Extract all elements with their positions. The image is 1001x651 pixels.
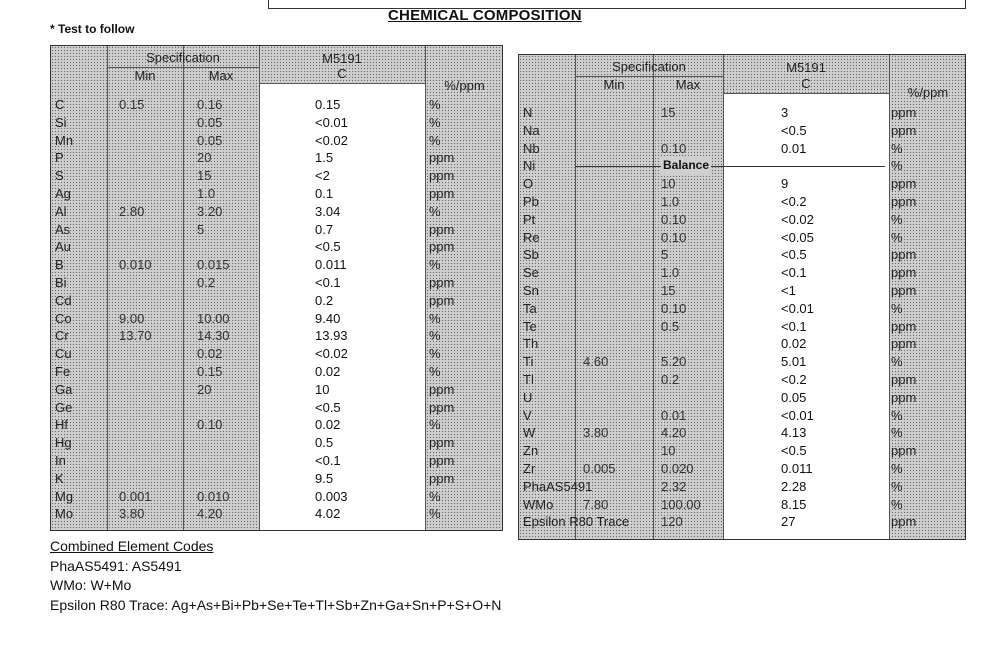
unit: ppm <box>891 247 917 263</box>
element-row-u <box>519 389 965 407</box>
element-row-v <box>519 407 965 425</box>
element-row-w <box>519 424 965 442</box>
unit: ppm <box>429 381 455 397</box>
result-value: 4.02 <box>315 506 341 522</box>
unit: % <box>429 203 441 219</box>
result-value: 0.003 <box>315 488 348 504</box>
result-value: <0.5 <box>781 122 807 138</box>
unit: ppm <box>891 389 917 405</box>
element-row-hf <box>51 416 502 434</box>
element-symbol: Mg <box>55 488 74 504</box>
element-symbol: Epsilon R80 Trace <box>523 514 630 530</box>
unit: % <box>429 132 441 148</box>
spec-max: 15 <box>197 168 212 184</box>
result-value: 2.28 <box>781 478 807 494</box>
result-value: <0.5 <box>781 443 807 459</box>
result-value: <0.05 <box>781 229 814 245</box>
spec-max: 0.05 <box>197 114 223 130</box>
spec-max: 0.2 <box>661 372 680 387</box>
spec-min: 0.010 <box>119 257 152 273</box>
spec-max: 1.0 <box>661 265 680 281</box>
element-row-re <box>519 229 965 247</box>
element-symbol: Ti <box>523 354 534 370</box>
element-symbol: Pb <box>523 194 539 209</box>
spec-max: 0.020 <box>661 461 694 476</box>
cast-sub-header: C <box>801 76 811 91</box>
spec-max: 0.10 <box>661 229 687 245</box>
spec-max: 5.20 <box>661 354 687 370</box>
unit: % <box>429 417 441 433</box>
result-value: 4.13 <box>781 425 807 441</box>
result-value: <0.2 <box>781 194 807 209</box>
element-symbol: U <box>523 389 533 405</box>
unit: ppm <box>429 168 455 184</box>
unit: % <box>891 140 903 156</box>
result-value: <1 <box>781 283 796 298</box>
result-value: <0.1 <box>315 275 341 290</box>
unit-header: %/ppm <box>444 78 485 93</box>
element-symbol: Ta <box>523 300 537 316</box>
spec-max: 1.0 <box>197 186 216 201</box>
spec-max: 0.10 <box>661 300 687 316</box>
spec-max: 1.0 <box>661 194 680 209</box>
element-row-b <box>51 256 502 274</box>
element-symbol: In <box>55 453 66 468</box>
element-row-te <box>519 318 965 336</box>
result-value: <0.01 <box>781 407 814 423</box>
element-symbol: Th <box>523 336 539 352</box>
spec-max: 0.10 <box>661 140 687 156</box>
element-row-sn <box>519 282 965 300</box>
unit: ppm <box>891 176 917 192</box>
unit: ppm <box>891 283 917 298</box>
unit: ppm <box>429 150 455 166</box>
spec-max: 0.05 <box>197 132 223 148</box>
header-frame <box>268 0 966 9</box>
spec-min: 9.00 <box>119 310 145 326</box>
min-header: Min <box>603 77 625 92</box>
element-symbol: Cu <box>55 346 72 362</box>
unit: ppm <box>429 399 455 415</box>
element-symbol: Nb <box>523 140 540 156</box>
element-symbol: Co <box>55 310 72 326</box>
unit: % <box>891 158 903 174</box>
unit: % <box>429 346 441 362</box>
element-symbol: Cr <box>55 328 69 344</box>
spec-max: 20 <box>197 381 212 397</box>
element-row-mo <box>51 505 502 523</box>
element-symbol: V <box>523 407 532 423</box>
result-value: 0.02 <box>315 364 341 379</box>
result-value: 5.01 <box>781 354 807 370</box>
element-symbol: W <box>523 425 536 441</box>
result-value: 3.04 <box>315 203 341 219</box>
spec-max: 10 <box>661 176 676 192</box>
unit: % <box>891 478 903 494</box>
element-symbol: Te <box>523 318 537 334</box>
cast-header: M5191 <box>786 60 826 75</box>
element-row-cu <box>51 345 502 363</box>
document-title: CHEMICAL COMPOSITION <box>388 7 582 24</box>
result-value: 0.05 <box>781 389 807 405</box>
result-value: 0.15 <box>315 97 341 112</box>
element-symbol: Na <box>523 122 540 138</box>
element-row-bi <box>51 274 502 292</box>
result-value: <0.5 <box>315 399 341 415</box>
element-row-hg <box>51 434 502 452</box>
spec-min: 3.80 <box>119 506 145 522</box>
spec-max: 0.015 <box>197 257 230 273</box>
unit: ppm <box>891 372 917 387</box>
element-row-se <box>519 264 965 282</box>
element-symbol: S <box>55 168 64 184</box>
spec-min: 7.80 <box>583 496 609 512</box>
unit: % <box>891 496 903 512</box>
element-symbol: Ge <box>55 399 73 415</box>
code-line: Epsilon R80 Trace: Ag+As+Bi+Pb+Se+Te+Tl+Sb+Zn+Ga+Sn+P+S+O+N <box>50 596 502 613</box>
element-row-epsilon-r80-trace <box>519 513 965 531</box>
composition-table-left <box>50 45 503 531</box>
element-symbol: As <box>55 221 71 237</box>
unit: % <box>429 364 441 379</box>
element-row-th <box>519 335 965 353</box>
element-symbol: Zr <box>523 461 536 476</box>
unit: ppm <box>891 336 917 352</box>
spec-max: 0.5 <box>661 318 680 334</box>
unit: ppm <box>891 105 917 120</box>
result-value: <0.2 <box>781 372 807 387</box>
result-value: 9.5 <box>315 470 334 486</box>
element-symbol: Bi <box>55 275 67 290</box>
unit: ppm <box>891 318 917 334</box>
result-value: 0.011 <box>781 461 813 476</box>
element-symbol: P <box>55 150 64 166</box>
spec-max: 0.10 <box>661 211 687 227</box>
element-symbol: Au <box>55 239 71 255</box>
element-row-s <box>51 167 502 185</box>
element-symbol: Mn <box>55 132 74 148</box>
unit: ppm <box>429 239 455 255</box>
element-symbol: Sb <box>523 247 539 263</box>
element-symbol: Ag <box>55 186 71 201</box>
element-row-na <box>519 122 965 140</box>
result-value: <0.1 <box>781 265 807 281</box>
unit: % <box>429 257 441 273</box>
element-symbol: C <box>55 97 65 112</box>
element-row-k <box>51 470 502 488</box>
element-symbol: PhaAS5491 <box>523 478 593 494</box>
element-symbol: Ga <box>55 381 73 397</box>
element-symbol: Si <box>55 114 67 130</box>
unit: % <box>891 354 903 370</box>
result-value: 0.1 <box>315 186 334 201</box>
spec-max: 0.16 <box>197 97 223 112</box>
unit: % <box>891 229 903 245</box>
element-row-p <box>51 149 502 167</box>
result-value: 10 <box>315 381 330 397</box>
spec-max: 0.01 <box>661 407 687 423</box>
result-value: 0.011 <box>315 257 347 273</box>
spec-max: 0.15 <box>197 364 223 379</box>
element-row-in <box>51 452 502 470</box>
element-symbol: Ni <box>523 158 536 174</box>
element-row-ta <box>519 300 965 318</box>
result-value: 0.7 <box>315 221 334 237</box>
result-value: <0.1 <box>781 318 807 334</box>
unit: ppm <box>891 265 917 281</box>
element-symbol: O <box>523 176 534 192</box>
cast-sub-header: C <box>337 66 347 81</box>
spec-min: 13.70 <box>119 328 152 344</box>
spec-max: 10.00 <box>197 310 230 326</box>
element-symbol: Pt <box>523 211 536 227</box>
result-value: <0.02 <box>315 132 348 148</box>
spec-max: 5 <box>661 247 669 263</box>
result-value: 9 <box>781 176 789 192</box>
result-value: 13.93 <box>315 328 348 344</box>
unit: ppm <box>429 435 455 451</box>
result-value: <0.01 <box>781 300 814 316</box>
element-symbol: Al <box>55 203 67 219</box>
unit: % <box>891 407 903 423</box>
element-symbol: Tl <box>523 372 534 387</box>
test-note: * Test to follow <box>50 22 135 36</box>
result-value: 27 <box>781 514 796 530</box>
spec-max: 10 <box>661 443 676 459</box>
result-value: 0.02 <box>781 336 807 352</box>
spec-max: 0.2 <box>197 275 216 290</box>
element-symbol: Se <box>523 265 539 281</box>
element-row-as <box>51 221 502 239</box>
spec-header: Specification <box>612 59 686 74</box>
unit: % <box>429 506 441 522</box>
result-value: 9.40 <box>315 310 341 326</box>
spec-header: Specification <box>146 50 220 65</box>
unit: ppm <box>891 194 917 209</box>
codes-heading: Combined Element Codes <box>50 538 214 554</box>
element-row-o <box>519 175 965 193</box>
spec-max: 0.02 <box>197 346 223 362</box>
result-value: 1.5 <box>315 150 334 166</box>
composition-table-right <box>518 54 966 540</box>
result-value: <0.5 <box>315 239 341 255</box>
element-symbol: Fe <box>55 364 71 379</box>
unit: ppm <box>429 275 455 290</box>
spec-max: 0.10 <box>197 417 223 433</box>
unit: % <box>429 310 441 326</box>
element-symbol: Cd <box>55 292 72 308</box>
result-value: 0.01 <box>781 140 807 156</box>
spec-min: 3.80 <box>583 425 609 441</box>
element-symbol: Hg <box>55 435 72 451</box>
element-symbol: Hf <box>55 417 68 433</box>
element-row-si <box>51 114 502 132</box>
element-row-n <box>519 104 965 122</box>
element-symbol: K <box>55 470 64 486</box>
unit: ppm <box>429 453 455 468</box>
result-value: 0.2 <box>315 292 334 308</box>
unit: ppm <box>429 292 455 308</box>
unit: % <box>429 488 441 504</box>
spec-max: 14.30 <box>197 328 230 344</box>
spec-min: 4.60 <box>583 354 609 370</box>
element-row-wmo <box>519 496 965 514</box>
spec-max: 4.20 <box>197 506 223 522</box>
unit: ppm <box>891 514 917 530</box>
unit-header: %/ppm <box>907 85 949 100</box>
result-value: <0.02 <box>781 211 814 227</box>
element-row-c <box>51 96 502 114</box>
spec-max: 100.00 <box>661 496 701 512</box>
spec-max: 4.20 <box>661 425 687 441</box>
unit: % <box>429 328 441 344</box>
unit: ppm <box>429 221 455 237</box>
element-symbol: Re <box>523 229 540 245</box>
element-row-zr <box>519 460 965 478</box>
element-row-ge <box>51 399 502 417</box>
spec-max: 2.32 <box>661 478 687 494</box>
spec-min: 0.15 <box>119 97 145 112</box>
element-row-ga <box>51 381 502 399</box>
combined-element-codes <box>50 537 501 615</box>
element-symbol: Mo <box>55 506 74 522</box>
unit: % <box>429 114 441 130</box>
spec-min: 2.80 <box>119 203 145 219</box>
result-value: 3 <box>781 105 789 120</box>
element-symbol: B <box>55 257 64 273</box>
spec-max: 5 <box>197 221 205 237</box>
unit: % <box>891 425 903 441</box>
element-row-phaas5491 <box>519 478 965 496</box>
result-value: <0.02 <box>315 346 348 362</box>
element-row-al <box>51 203 502 221</box>
element-row-sb <box>519 246 965 264</box>
element-row-tl <box>519 371 965 389</box>
spec-min: 0.001 <box>119 488 152 504</box>
spec-max: 15 <box>661 283 676 298</box>
element-row-mg <box>51 488 502 506</box>
element-row-ti <box>519 353 965 371</box>
max-header: Max <box>208 68 234 83</box>
element-symbol: WMo <box>523 496 554 512</box>
code-line: PhaAS5491: AS5491 <box>50 557 182 574</box>
element-row-ag <box>51 185 502 203</box>
result-value: <0.1 <box>315 453 341 468</box>
result-value: <0.5 <box>781 247 807 263</box>
spec-max: 0.010 <box>197 488 230 504</box>
max-header: Max <box>675 77 701 92</box>
unit: ppm <box>891 122 917 138</box>
min-header: Min <box>134 68 156 83</box>
unit: ppm <box>429 186 455 201</box>
element-row-co <box>51 310 502 328</box>
element-symbol: Sn <box>523 283 539 298</box>
element-row-cr <box>51 327 502 345</box>
cast-header: M5191 <box>322 51 362 66</box>
element-row-pt <box>519 211 965 229</box>
spec-min: 0.005 <box>583 461 616 476</box>
spec-max: 3.20 <box>197 203 223 219</box>
element-row-pb <box>519 193 965 211</box>
spec-max: 20 <box>197 150 212 166</box>
element-row-cd <box>51 292 502 310</box>
balance-line <box>575 166 885 167</box>
unit: ppm <box>429 470 455 486</box>
spec-max: Balance <box>663 158 710 173</box>
element-row-mn <box>51 132 502 150</box>
element-symbol: Zn <box>523 443 539 459</box>
element-row-nb <box>519 140 965 158</box>
result-value: 8.15 <box>781 496 807 512</box>
unit: ppm <box>891 443 917 459</box>
spec-max: 120 <box>661 514 683 530</box>
code-line: WMo: W+Mo <box>50 577 132 593</box>
element-row-zn <box>519 442 965 460</box>
unit: % <box>429 97 441 112</box>
unit: % <box>891 300 903 316</box>
result-value: <0.01 <box>315 114 348 130</box>
result-value: 0.02 <box>315 417 341 433</box>
result-value: 0.5 <box>315 435 334 451</box>
unit: % <box>891 461 903 476</box>
element-symbol: N <box>523 105 533 120</box>
element-row-fe <box>51 363 502 381</box>
result-value: <2 <box>315 168 330 184</box>
element-row-au <box>51 238 502 256</box>
unit: % <box>891 211 903 227</box>
spec-max: 15 <box>661 105 676 120</box>
